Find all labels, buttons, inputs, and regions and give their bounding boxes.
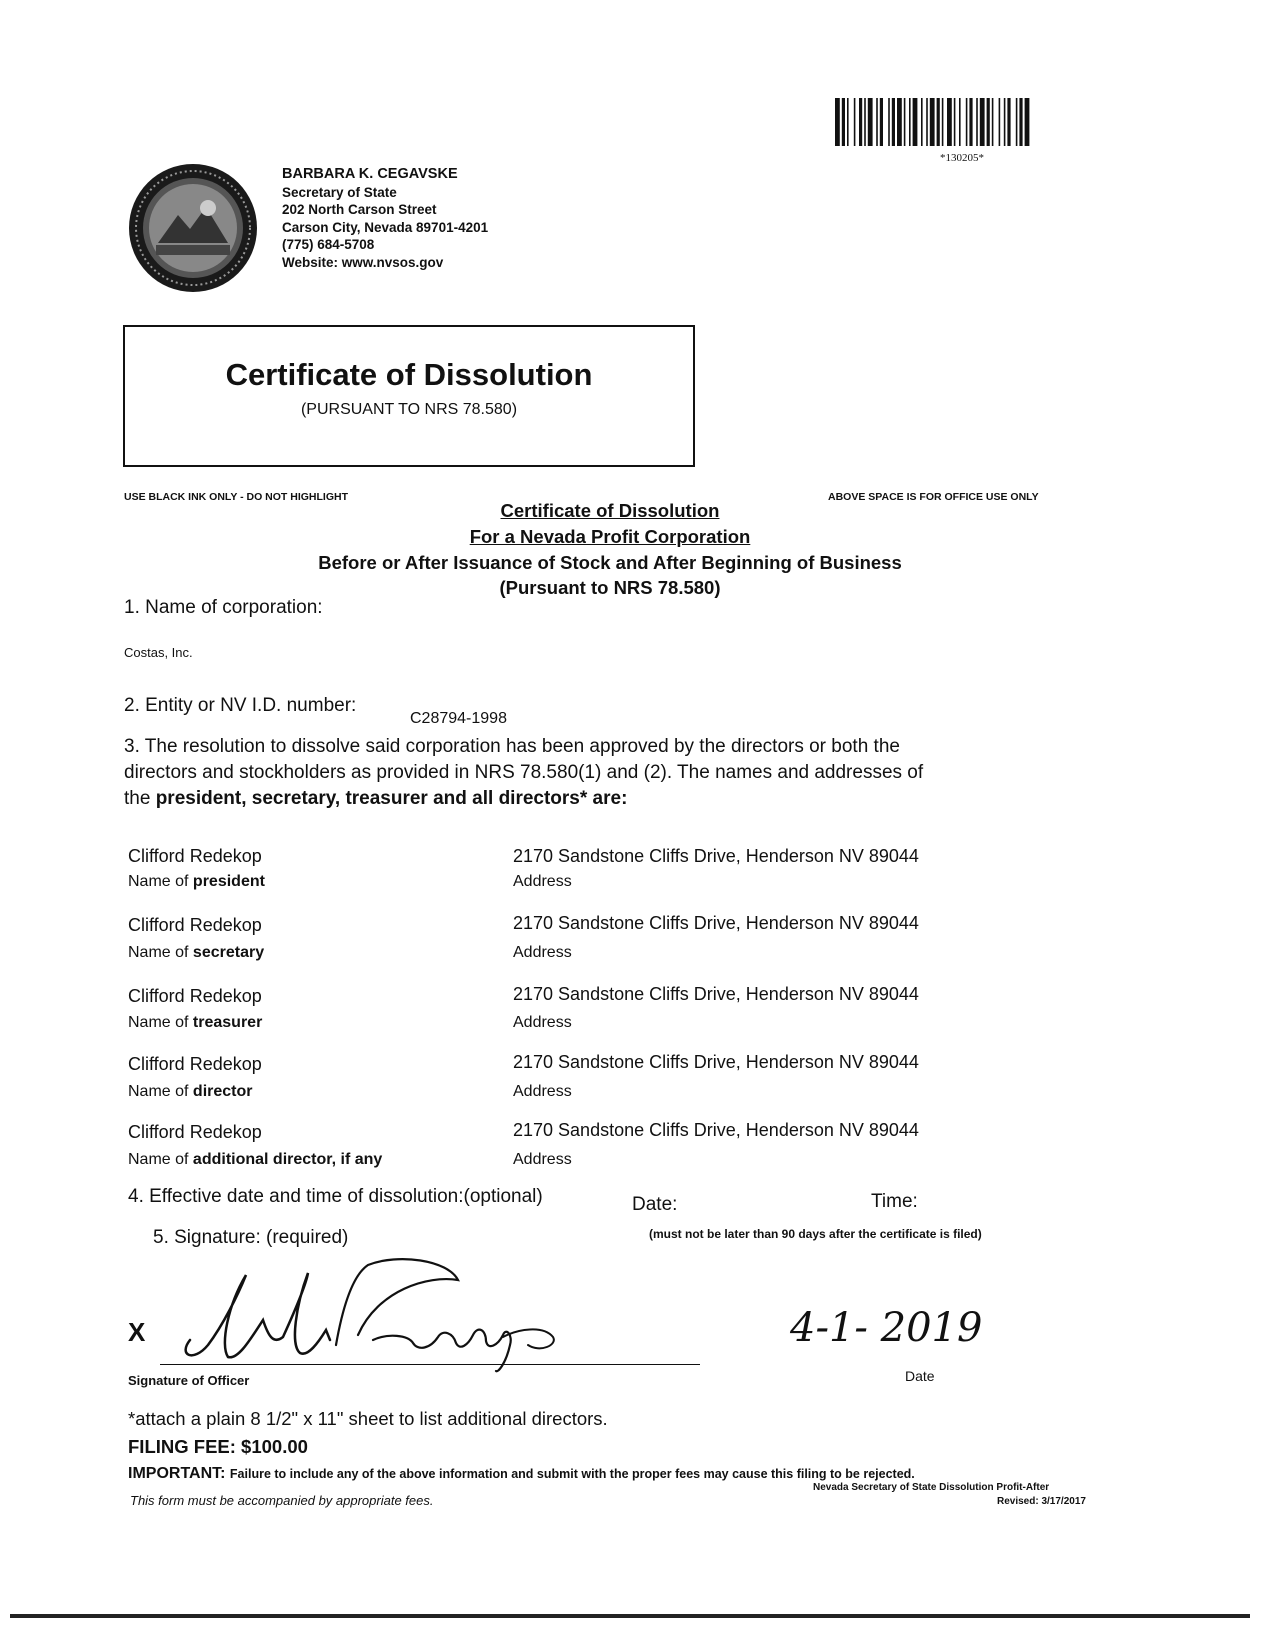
officer-role-label (128, 1151, 382, 1169)
secretary-city: Carson City, Nevada 89701-4201 (282, 219, 489, 235)
officer-address: 2170 Sandstone Cliffs Drive, Henderson NV 89044 (513, 984, 919, 1004)
barcode-number: *130205* (940, 152, 984, 164)
officer-name: Clifford Redekop (128, 846, 262, 866)
title-box (123, 325, 695, 467)
important-label: IMPORTANT: (128, 1465, 226, 1482)
page-bottom-rule (10, 1614, 1250, 1618)
office-use-note: ABOVE SPACE IS FOR OFFICE USE ONLY (828, 491, 1039, 503)
officer-role: secretary (192, 944, 265, 961)
effective-date-label: Date: (632, 1194, 678, 1215)
officer-name: Clifford Redekop (128, 1122, 262, 1142)
officer-address-label: Address (513, 944, 572, 961)
officer-role-prefix: Name of (128, 944, 193, 961)
item-3-line-2: directors and stockholders as provided in NRS 78.580(1) and (2). The names and addresses of (124, 762, 924, 783)
officer-address: 2170 Sandstone Cliffs Drive, Henderson NV 89044 (513, 913, 919, 933)
effective-date-note: (must not be later than 90 days after the certificate is filed) (649, 1227, 982, 1241)
barcode-image (835, 98, 1117, 146)
corporation-name-value: Costas, Inc. (124, 645, 193, 660)
officer-role: treasurer (192, 1014, 263, 1031)
item-3-line-1: 3. The resolution to dissolve said corporation has been approved by the directors or both the (124, 736, 900, 757)
officer-role-prefix: Name of (128, 1014, 193, 1031)
officer-address-label: Address (513, 1014, 572, 1031)
officer-address-label: Address (513, 1151, 572, 1168)
filing-fee: FILING FEE: $100.00 (128, 1436, 308, 1457)
item-1-label: 1. Name of corporation: (124, 597, 323, 618)
officer-role-prefix: Name of (128, 1083, 193, 1100)
officer-address-label: Address (513, 1083, 572, 1100)
item-3-line-3-bold: president, secretary, treasurer and all directors (155, 788, 580, 809)
signature-date-value: 4-1- 2019 (790, 1305, 983, 1351)
officer-name: Clifford Redekop (128, 986, 262, 1006)
officer-address: 2170 Sandstone Cliffs Drive, Henderson NV 89044 (513, 1120, 919, 1140)
officer-name: Clifford Redekop (128, 915, 262, 935)
secretary-name: BARBARA K. CEGAVSKE (282, 166, 458, 182)
officer-role-label (128, 944, 264, 962)
revised-date: Revised: 3/17/2017 (997, 1496, 1086, 1507)
attach-note: *attach a plain 8 1/2" x 11" sheet to list additional directors. (128, 1408, 608, 1429)
heading-line-4: (Pursuant to NRS 78.580) (499, 577, 721, 598)
important-text: Failure to include any of the above information and submit with the proper fees may cause this filing to be rejected. (229, 1467, 915, 1481)
officer-role-label (128, 1014, 262, 1032)
form-subtitle: (PURSUANT TO NRS 78.580) (300, 401, 518, 418)
officer-address: 2170 Sandstone Cliffs Drive, Henderson NV 89044 (513, 846, 919, 866)
secretary-street: 202 North Carson Street (282, 202, 437, 217)
item-5-label: 5. Signature: (required) (153, 1227, 349, 1248)
heading-line-2: For a Nevada Profit Corporation (469, 526, 751, 547)
item-4-label: 4. Effective date and time of dissolution:(optional) (128, 1186, 543, 1207)
entity-id-value: C28794-1998 (410, 710, 507, 727)
officer-role-prefix: Name of (128, 873, 193, 890)
officer-role-label (128, 873, 265, 891)
item-3-line-3-suffix: * are: (579, 788, 628, 809)
officer-role-prefix: Name of (128, 1151, 193, 1168)
heading-line-1: Certificate of Dissolution (500, 500, 720, 521)
secretary-phone: (775) 684-5708 (282, 237, 375, 252)
officer-address-label: Address (513, 873, 572, 890)
officer-address: 2170 Sandstone Cliffs Drive, Henderson NV 89044 (513, 1052, 919, 1072)
important-note (128, 1465, 915, 1483)
secretary-header (282, 166, 488, 271)
officer-name: Clifford Redekop (128, 1054, 262, 1074)
state-seal-icon (128, 163, 258, 293)
fees-note: This form must be accompanied by appropriate fees. (130, 1493, 434, 1508)
signature-line (160, 1364, 700, 1365)
officer-role-label (128, 1083, 253, 1101)
item-3-line-3-prefix: the (124, 788, 156, 809)
heading-line-3: Before or After Issuance of Stock and After Beginning of Business (318, 552, 902, 573)
officer-signature-image (168, 1245, 598, 1375)
signature-label: Signature of Officer (128, 1373, 250, 1388)
officer-role: director (192, 1083, 253, 1100)
signature-x-mark: X (128, 1317, 146, 1347)
item-3-text (124, 734, 923, 812)
item-2-label: 2. Entity or NV I.D. number: (124, 695, 357, 716)
item-3-line-3 (124, 786, 923, 812)
secretary-website: Website: www.nvsos.gov (282, 254, 444, 270)
effective-time-label: Time: (871, 1191, 918, 1212)
form-title: Certificate of Dissolution (225, 357, 593, 392)
officer-role: president (192, 873, 265, 890)
secretary-title: Secretary of State (282, 184, 397, 200)
officer-role: additional director, if any (192, 1151, 383, 1168)
signature-date-label: Date (905, 1368, 935, 1384)
form-id: Nevada Secretary of State Dissolution Profit-After (813, 1482, 1050, 1493)
black-ink-note: USE BLACK INK ONLY - DO NOT HIGHLIGHT (124, 491, 349, 503)
